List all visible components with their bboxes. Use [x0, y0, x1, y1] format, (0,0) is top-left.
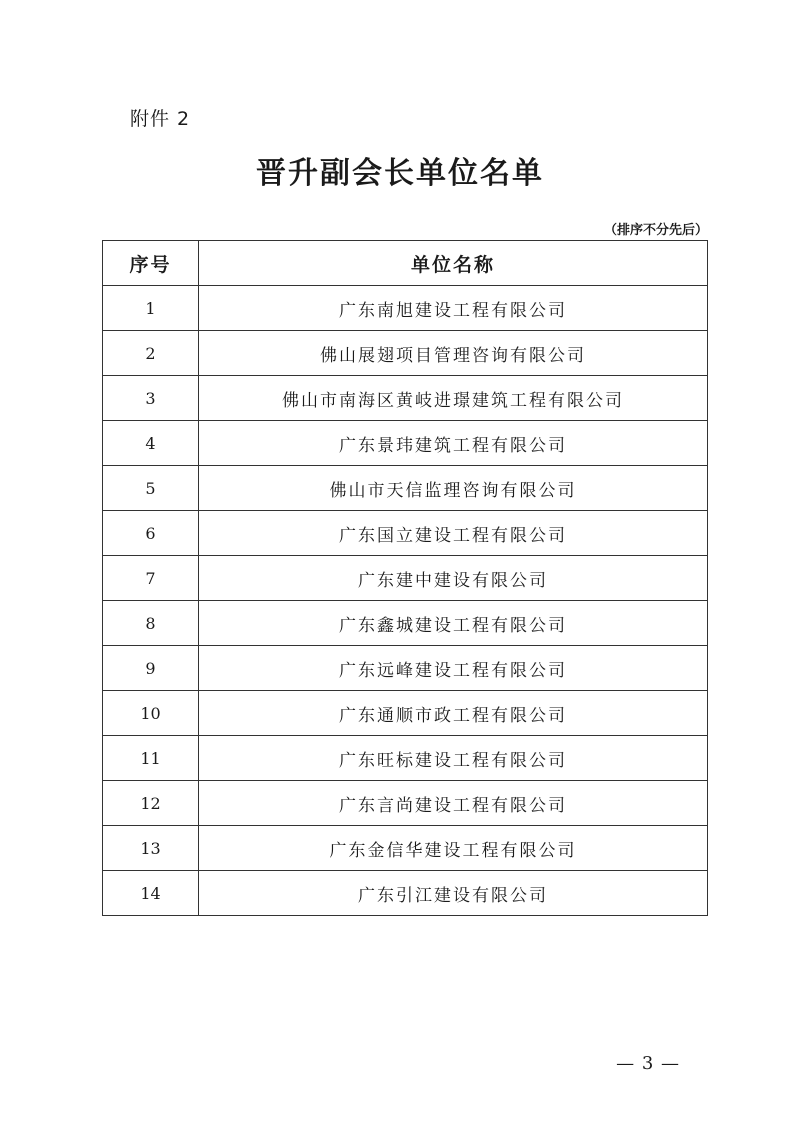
table-row [103, 781, 708, 826]
row-number: 2 [103, 331, 199, 376]
row-number: 5 [103, 466, 199, 511]
row-number: 3 [103, 376, 199, 421]
table-row [103, 286, 708, 331]
unit-name: 广东景玮建筑工程有限公司 [199, 421, 708, 466]
unit-name: 广东远峰建设工程有限公司 [199, 646, 708, 691]
unit-name: 广东建中建设有限公司 [199, 556, 708, 601]
unit-name: 佛山市南海区黄岐进璟建筑工程有限公司 [199, 376, 708, 421]
unit-name: 广东国立建设工程有限公司 [199, 511, 708, 556]
row-number: 11 [103, 736, 199, 781]
row-number: 13 [103, 826, 199, 871]
row-number: 9 [103, 646, 199, 691]
table-row [103, 871, 708, 916]
row-number: 1 [103, 286, 199, 331]
row-number: 7 [103, 556, 199, 601]
row-number: 6 [103, 511, 199, 556]
order-note: （排序不分先后） [603, 223, 708, 238]
row-number: 12 [103, 781, 199, 826]
table-row [103, 691, 708, 736]
unit-name: 佛山市天信监理咨询有限公司 [199, 466, 708, 511]
unit-name: 广东言尚建设工程有限公司 [199, 781, 708, 826]
unit-name: 广东通顺市政工程有限公司 [199, 691, 708, 736]
table-row [103, 511, 708, 556]
table-row [103, 466, 708, 511]
table-row [103, 556, 708, 601]
row-number: 14 [103, 871, 199, 916]
unit-name: 广东南旭建设工程有限公司 [199, 286, 708, 331]
table-row [103, 601, 708, 646]
table-row [103, 826, 708, 871]
unit-list-table [102, 240, 708, 916]
unit-name: 广东鑫城建设工程有限公司 [199, 601, 708, 646]
unit-name: 广东旺标建设工程有限公司 [199, 736, 708, 781]
row-number: 8 [103, 601, 199, 646]
unit-name: 广东引江建设有限公司 [199, 871, 708, 916]
attachment-label: 附件 2 [130, 108, 191, 130]
table-row [103, 421, 708, 466]
table-row [103, 331, 708, 376]
page-number: — 3 — [616, 1053, 680, 1074]
header-serial-number: 序号 [103, 241, 199, 286]
table-row [103, 646, 708, 691]
row-number: 10 [103, 691, 199, 736]
unit-name: 广东金信华建设工程有限公司 [199, 826, 708, 871]
document-title: 晋升副会长单位名单 [256, 156, 544, 191]
header-unit-name: 单位名称 [199, 241, 708, 286]
row-number: 4 [103, 421, 199, 466]
table-row [103, 736, 708, 781]
table-header-row [103, 241, 708, 286]
table-row [103, 376, 708, 421]
unit-name: 佛山展翅项目管理咨询有限公司 [199, 331, 708, 376]
